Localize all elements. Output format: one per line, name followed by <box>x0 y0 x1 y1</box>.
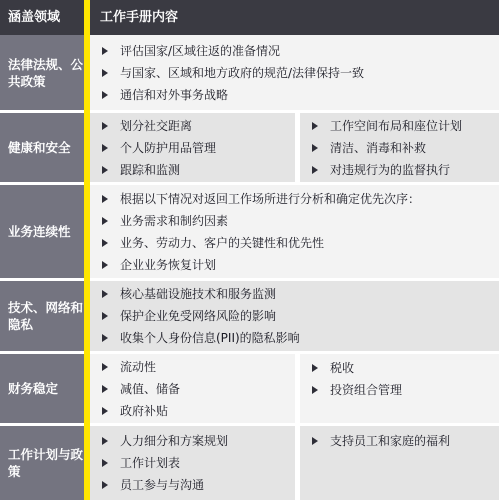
row-label: 财务稳定 <box>0 354 84 423</box>
triangle-bullet-icon <box>312 144 318 152</box>
triangle-bullet-icon <box>312 386 318 394</box>
triangle-bullet-icon <box>102 69 108 77</box>
list-item: 个人防护用品管理 <box>90 137 295 159</box>
list-item: 减值、储备 <box>90 378 295 400</box>
list-item: 员工参与与沟通 <box>90 474 295 496</box>
table-row <box>0 35 499 110</box>
list-item: 人力细分和方案规划 <box>90 430 295 452</box>
list-item: 支持员工和家庭的福利 <box>300 430 499 452</box>
triangle-bullet-icon <box>102 91 108 99</box>
triangle-bullet-icon <box>102 144 108 152</box>
triangle-bullet-icon <box>102 166 108 174</box>
triangle-bullet-icon <box>102 290 108 298</box>
list-item: 企业业务恢复计划 <box>90 254 499 276</box>
list-item: 划分社交距离 <box>90 115 295 137</box>
list-item: 根据以下情况对返回工作场所进行分析和确定优先次序： <box>90 188 499 210</box>
list-item: 工作计划表 <box>90 452 295 474</box>
header-playbook-content: 工作手册内容 <box>100 10 179 25</box>
list-item: 评估国家/区域往返的准备情况 <box>90 40 499 62</box>
triangle-bullet-icon <box>102 481 108 489</box>
list-item: 对违规行为的监督执行 <box>300 159 499 181</box>
triangle-bullet-icon <box>102 122 108 130</box>
triangle-bullet-icon <box>312 122 318 130</box>
row-label: 工作计划与政策 <box>0 426 84 500</box>
list-item: 核心基础设施技术和服务监测 <box>90 283 499 305</box>
row-label: 健康和安全 <box>0 113 84 182</box>
header-accent-bar <box>84 0 90 35</box>
table-header <box>0 0 499 35</box>
list-item: 通信和对外事务战略 <box>90 84 499 106</box>
triangle-bullet-icon <box>312 437 318 445</box>
list-item: 流动性 <box>90 356 295 378</box>
triangle-bullet-icon <box>102 363 108 371</box>
table-row <box>0 426 499 500</box>
triangle-bullet-icon <box>102 407 108 415</box>
triangle-bullet-icon <box>102 217 108 225</box>
table-row <box>0 281 499 351</box>
triangle-bullet-icon <box>102 239 108 247</box>
triangle-bullet-icon <box>102 459 108 467</box>
list-item: 清洁、消毒和补救 <box>300 137 499 159</box>
triangle-bullet-icon <box>102 195 108 203</box>
list-item: 跟踪和监测 <box>90 159 295 181</box>
accent-divider <box>84 35 90 500</box>
table-row <box>0 185 499 278</box>
list-item: 政府补贴 <box>90 400 295 422</box>
list-item: 收集个人身份信息(PII)的隐私影响 <box>90 327 499 349</box>
list-item: 与国家、区域和地方政府的规范/法律保持一致 <box>90 62 499 84</box>
list-item: 保护企业免受网络风险的影响 <box>90 305 499 327</box>
triangle-bullet-icon <box>102 385 108 393</box>
triangle-bullet-icon <box>102 312 108 320</box>
row-label: 技术、网络和隐私 <box>0 281 84 351</box>
list-item: 税收 <box>300 357 499 379</box>
triangle-bullet-icon <box>312 166 318 174</box>
list-item: 业务、劳动力、客户的关键性和优先性 <box>90 232 499 254</box>
table-row <box>0 354 499 423</box>
triangle-bullet-icon <box>312 364 318 372</box>
list-item: 工作空间布局和座位计划 <box>300 115 499 137</box>
row-label: 法律法规、公共政策 <box>0 35 84 110</box>
list-item: 业务需求和制约因素 <box>90 210 499 232</box>
header-coverage-area: 涵盖领域 <box>8 10 61 25</box>
triangle-bullet-icon <box>102 261 108 269</box>
list-item: 投资组合管理 <box>300 379 499 401</box>
table-row <box>0 113 499 182</box>
triangle-bullet-icon <box>102 437 108 445</box>
triangle-bullet-icon <box>102 47 108 55</box>
triangle-bullet-icon <box>102 334 108 342</box>
row-label: 业务连续性 <box>0 185 84 278</box>
